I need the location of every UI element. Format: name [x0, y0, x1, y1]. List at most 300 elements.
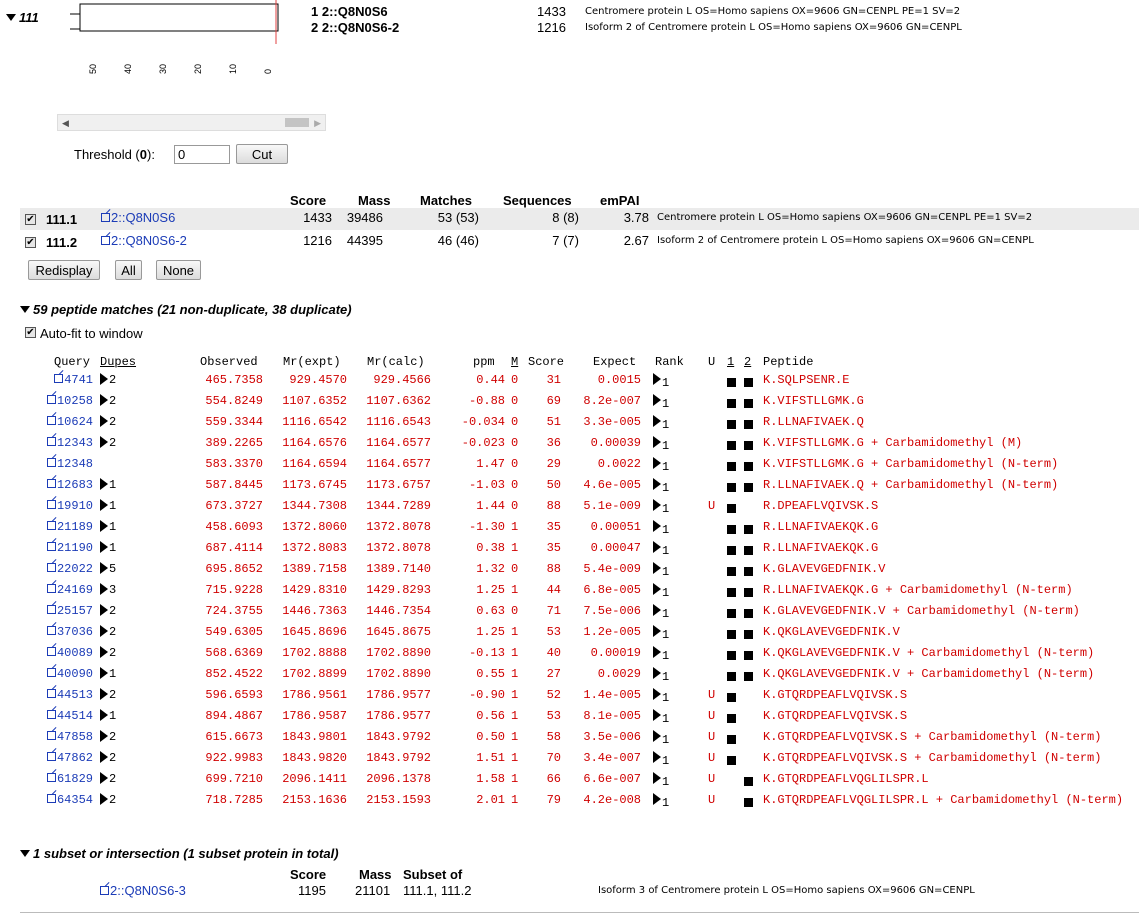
rank-toggle[interactable]: [653, 709, 670, 726]
query-link[interactable]: [30, 436, 93, 450]
expand-triangle-icon: [100, 772, 108, 784]
tree-tick-label: 40: [123, 63, 133, 74]
member-number: 2: [311, 20, 319, 35]
section-divider: [20, 912, 1139, 913]
dupes-toggle[interactable]: [100, 478, 116, 492]
rank-toggle[interactable]: [653, 478, 670, 495]
rank-toggle[interactable]: [653, 520, 670, 537]
ppm-value: 1.25: [476, 583, 505, 597]
mr-expt-value: 1372.8083: [282, 541, 347, 555]
rank-value: 1: [662, 397, 670, 411]
ppm-value: -0.034: [461, 415, 505, 429]
ion-score: 35: [546, 541, 561, 555]
ppm-value: -1.03: [468, 478, 505, 492]
hit-accession-link[interactable]: [101, 210, 175, 225]
hit-empai: 2.67: [623, 233, 649, 248]
query-link[interactable]: [30, 520, 93, 534]
mr-calc-value: 1843.9792: [366, 751, 431, 765]
rank-toggle[interactable]: [653, 793, 670, 810]
cut-button[interactable]: Cut: [236, 144, 288, 164]
expand-triangle-icon: [653, 604, 661, 616]
query-number: 10624: [56, 415, 93, 429]
query-link[interactable]: [30, 646, 93, 660]
dupes-toggle[interactable]: [100, 583, 116, 597]
mr-expt-value: 1164.6594: [282, 457, 347, 471]
rank-value: 1: [662, 418, 670, 432]
dupes-toggle[interactable]: [100, 499, 116, 513]
rank-toggle[interactable]: [653, 436, 670, 453]
rank-value: 1: [662, 628, 670, 642]
collapse-triangle-icon: [20, 850, 30, 857]
rank-value: 1: [662, 460, 670, 474]
cluster-toggle[interactable]: [6, 10, 39, 25]
external-link-icon: [47, 500, 56, 509]
rank-value: 1: [662, 733, 670, 747]
mr-expt-value: 1344.7308: [282, 499, 347, 513]
peptide-sequence[interactable]: K.GLAVEVGEDFNIK.V + Carbamidomethyl (N-term): [763, 604, 1080, 618]
member-score: 1433: [537, 4, 566, 19]
ppm-value: 1.58: [476, 772, 505, 786]
hit-1-match-marker: [727, 378, 736, 387]
peptide-sequence[interactable]: K.GTQRDPEAFLVQGLILSPR.L + Carbamidomethyl (N-term): [763, 793, 1124, 807]
query-link[interactable]: [30, 394, 93, 408]
peptide-row: [0, 604, 1139, 624]
member-accession: 2::Q8N0S6: [321, 4, 388, 19]
query-number: 61829: [56, 772, 93, 786]
collapse-triangle-icon: [6, 14, 16, 21]
rank-value: 1: [662, 376, 670, 390]
expand-triangle-icon: [653, 772, 661, 784]
dupes-toggle[interactable]: [100, 604, 116, 618]
rank-toggle[interactable]: [653, 541, 670, 558]
dupes-toggle[interactable]: [100, 793, 116, 807]
mr-expt-value: 1173.6745: [282, 478, 347, 492]
mr-calc-value: 1645.8675: [366, 625, 431, 639]
peptide-sequence[interactable]: K.GTQRDPEAFLVQIVSK.S + Carbamidomethyl (N-term): [763, 730, 1102, 744]
hit-1-match-marker: [727, 420, 736, 429]
col-header-sequences: Sequences: [503, 193, 572, 208]
peptide-sequence[interactable]: K.GTQRDPEAFLVQGLILSPR.L: [763, 772, 929, 786]
col-header-mr-expt: Mr(expt): [283, 355, 341, 369]
expect-value: 6.8e-005: [583, 583, 641, 597]
missed-cleavages: 1: [511, 793, 519, 807]
hit-accession-link[interactable]: [101, 233, 187, 248]
expect-value: 1.4e-005: [583, 688, 641, 702]
rank-toggle[interactable]: [653, 457, 670, 474]
rank-toggle[interactable]: [653, 373, 670, 390]
query-link[interactable]: [30, 667, 93, 681]
hit-1-match-marker: [727, 693, 736, 702]
expect-value: 8.2e-007: [583, 394, 641, 408]
hit-2-match-marker: [744, 525, 753, 534]
mr-calc-value: 1372.8078: [366, 520, 431, 534]
hit-accession: 2::Q8N0S6-2: [111, 233, 187, 248]
dupes-toggle[interactable]: [100, 541, 116, 555]
observed-value: 554.8249: [205, 394, 263, 408]
missed-cleavages: 0: [511, 415, 519, 429]
peptide-sequence[interactable]: R.DPEAFLVQIVSK.S: [763, 499, 879, 513]
expand-triangle-icon: [100, 646, 108, 658]
observed-value: 894.4867: [205, 709, 263, 723]
query-number: 21189: [56, 520, 93, 534]
observed-value: 568.6369: [205, 646, 263, 660]
hit-1-match-marker: [727, 483, 736, 492]
peptide-sequence[interactable]: K.VIFSTLLGMK.G + Carbamidomethyl (N-term): [763, 457, 1059, 471]
expand-triangle-icon: [100, 499, 108, 511]
peptide-sequence[interactable]: R.LLNAFIVAEK.Q: [763, 415, 864, 429]
peptide-sequence[interactable]: R.LLNAFIVAEKQK.G: [763, 520, 879, 534]
none-button[interactable]: None: [156, 260, 201, 280]
peptide-sequence[interactable]: R.LLNAFIVAEK.Q + Carbamidomethyl (N-term): [763, 478, 1059, 492]
dupes-toggle[interactable]: [100, 520, 116, 534]
rank-toggle[interactable]: [653, 394, 670, 411]
external-link-icon: [47, 458, 56, 467]
col-header-score: Score: [528, 355, 565, 369]
col-header-score: Score: [290, 193, 327, 208]
external-link-icon: [47, 794, 56, 803]
expect-value: 0.00039: [590, 436, 641, 450]
member-score: 1216: [537, 20, 566, 35]
expand-triangle-icon: [653, 709, 661, 721]
query-link[interactable]: [30, 793, 93, 807]
rank-value: 1: [662, 670, 670, 684]
dupes-toggle[interactable]: [100, 688, 116, 702]
tree-tick-label: 0: [263, 68, 273, 74]
expand-triangle-icon: [100, 751, 108, 763]
cluster-member-2: [311, 20, 399, 35]
query-number: 19910: [56, 499, 93, 513]
peptide-sequence[interactable]: K.VIFSTLLGMK.G: [763, 394, 864, 408]
scroll-left-arrow-icon[interactable]: ◀: [62, 118, 69, 128]
all-button[interactable]: All: [115, 260, 142, 280]
hit-1-match-marker: [727, 735, 736, 744]
query-link[interactable]: [30, 541, 93, 555]
autofit-label: Auto-fit to window: [40, 326, 143, 341]
expand-triangle-icon: [653, 541, 661, 553]
dupes-toggle[interactable]: [100, 373, 116, 387]
missed-cleavages: 0: [511, 562, 519, 576]
expand-triangle-icon: [653, 625, 661, 637]
tree-tick-label: 20: [193, 63, 203, 74]
peptide-sequence[interactable]: K.GTQRDPEAFLVQIVSK.S: [763, 688, 908, 702]
hit-2-match-marker: [744, 378, 753, 387]
observed-value: 587.8445: [205, 478, 263, 492]
hit-mass: 44395: [346, 233, 383, 248]
mr-calc-value: 1164.6577: [366, 436, 431, 450]
observed-value: 699.7210: [205, 772, 263, 786]
rank-toggle[interactable]: [653, 562, 670, 579]
expect-value: 1.2e-005: [583, 625, 641, 639]
ion-score: 70: [546, 751, 561, 765]
ppm-value: 1.47: [476, 457, 505, 471]
hit-1-match-marker: [727, 546, 736, 555]
peptide-row: [0, 541, 1139, 561]
mr-calc-value: 1107.6362: [366, 394, 431, 408]
col-header-hit-2[interactable]: 2: [744, 355, 752, 369]
hit-matches: 46 (46): [437, 233, 479, 248]
expand-triangle-icon: [100, 541, 108, 553]
expect-value: 0.00051: [590, 520, 641, 534]
col-header-ppm: ppm: [473, 355, 495, 369]
rank-value: 1: [662, 607, 670, 621]
subset-section-toggle[interactable]: [20, 846, 339, 861]
col-header-hit-1[interactable]: 1: [727, 355, 735, 369]
hit-2-match-marker: [744, 420, 753, 429]
subset-accession: 2::Q8N0S6-3: [110, 883, 186, 898]
col-header-rank: Rank: [655, 355, 684, 369]
query-link[interactable]: [30, 709, 93, 723]
rank-toggle[interactable]: [653, 772, 670, 789]
dupes-count: 1: [109, 667, 117, 681]
hit-1-match-marker: [727, 714, 736, 723]
expect-value: 0.0015: [597, 373, 641, 387]
query-link[interactable]: [30, 730, 93, 744]
peptide-row: [0, 709, 1139, 729]
ppm-value: 1.25: [476, 625, 505, 639]
peptide-sequence[interactable]: K.VIFSTLLGMK.G + Carbamidomethyl (M): [763, 436, 1023, 450]
expand-triangle-icon: [653, 667, 661, 679]
missed-cleavages: 1: [511, 625, 519, 639]
external-link-icon: [47, 479, 56, 488]
query-link[interactable]: [30, 415, 93, 429]
dupes-count: 2: [109, 373, 117, 387]
redisplay-button[interactable]: Redisplay: [28, 260, 100, 280]
tree-scrollbar[interactable]: [57, 114, 326, 131]
query-link[interactable]: [30, 499, 93, 513]
query-number: 12343: [56, 436, 93, 450]
expand-triangle-icon: [100, 667, 108, 679]
hit-2-match-marker: [744, 777, 753, 786]
expand-triangle-icon: [100, 583, 108, 595]
expand-triangle-icon: [653, 394, 661, 406]
hit-sequences: 7 (7): [552, 233, 579, 248]
ion-score: 53: [546, 625, 561, 639]
query-link[interactable]: [30, 625, 93, 639]
peptide-sequence[interactable]: R.LLNAFIVAEKQK.G: [763, 541, 879, 555]
rank-toggle[interactable]: [653, 604, 670, 621]
col-header-dupes[interactable]: Dupes: [100, 355, 137, 369]
query-link[interactable]: [30, 562, 93, 576]
ion-score: 40: [546, 646, 561, 660]
subset-description: Isoform 3 of Centromere protein L OS=Homo sapiens OX=9606 GN=CENPL: [598, 885, 975, 896]
dupes-toggle[interactable]: [100, 709, 116, 723]
hit-1-match-marker: [727, 462, 736, 471]
query-number: 40089: [56, 646, 93, 660]
peptide-section-toggle[interactable]: [20, 302, 352, 317]
query-link[interactable]: [30, 604, 93, 618]
mr-calc-value: 1116.6543: [366, 415, 431, 429]
expect-value: 8.1e-005: [583, 709, 641, 723]
observed-value: 922.9983: [205, 751, 263, 765]
query-link[interactable]: [30, 688, 93, 702]
hit-checkbox[interactable]: ✔: [26, 237, 35, 248]
hit-sequences: 8 (8): [552, 210, 579, 225]
dupes-toggle[interactable]: [100, 730, 116, 744]
rank-toggle[interactable]: [653, 646, 670, 663]
external-link-icon: [47, 563, 56, 572]
missed-cleavages: 1: [511, 520, 519, 534]
hit-2-match-marker: [744, 630, 753, 639]
mr-expt-value: 1702.8899: [282, 667, 347, 681]
expand-triangle-icon: [100, 520, 108, 532]
peptide-row: [0, 688, 1139, 708]
rank-toggle[interactable]: [653, 688, 670, 705]
query-number: 25157: [56, 604, 93, 618]
expect-value: 0.0029: [597, 667, 641, 681]
ppm-value: 1.44: [476, 499, 505, 513]
query-number: 22022: [56, 562, 93, 576]
observed-value: 695.8652: [205, 562, 263, 576]
missed-cleavages: 1: [511, 541, 519, 555]
mr-expt-value: 2153.1636: [282, 793, 347, 807]
ppm-value: 0.55: [476, 667, 505, 681]
query-link[interactable]: [30, 478, 93, 492]
rank-toggle[interactable]: [653, 415, 670, 432]
dupes-toggle[interactable]: [100, 415, 116, 429]
peptide-sequence[interactable]: K.SQLPSENR.E: [763, 373, 850, 387]
query-number: 47858: [56, 730, 93, 744]
query-link[interactable]: [30, 457, 93, 471]
rank-value: 1: [662, 712, 670, 726]
query-number: 44513: [56, 688, 93, 702]
peptide-sequence[interactable]: K.QKGLAVEVGEDFNIK.V: [763, 625, 900, 639]
dupes-toggle[interactable]: [100, 667, 116, 681]
peptide-row: [0, 436, 1139, 456]
external-link-icon: [47, 647, 56, 656]
query-link[interactable]: [30, 772, 93, 786]
ppm-value: -0.88: [468, 394, 505, 408]
dupes-count: 3: [109, 583, 117, 597]
external-link-icon: [47, 437, 56, 446]
missed-cleavages: 1: [511, 751, 519, 765]
unique-flag: U: [708, 709, 716, 723]
missed-cleavages: 1: [511, 646, 519, 660]
observed-value: 389.2265: [205, 436, 263, 450]
hit-matches: 53 (53): [437, 210, 479, 225]
expect-value: 5.4e-009: [583, 562, 641, 576]
peptide-sequence[interactable]: K.QKGLAVEVGEDFNIK.V + Carbamidomethyl (N-term): [763, 667, 1095, 681]
mr-calc-value: 1389.7140: [366, 562, 431, 576]
mr-calc-value: 2153.1593: [366, 793, 431, 807]
hit-score: 1433: [303, 210, 332, 225]
missed-cleavages: 1: [511, 667, 519, 681]
external-link-icon: [47, 395, 56, 404]
observed-value: 596.6593: [205, 688, 263, 702]
threshold-input[interactable]: [174, 145, 230, 164]
expand-triangle-icon: [653, 415, 661, 427]
expand-triangle-icon: [100, 604, 108, 616]
ppm-value: -0.023: [461, 436, 505, 450]
col-header-peptide: Peptide: [763, 355, 814, 369]
query-number: 10258: [56, 394, 93, 408]
missed-cleavages: 1: [511, 772, 519, 786]
tree-axis-ticks: [80, 62, 280, 82]
ppm-value: 0.38: [476, 541, 505, 555]
hit-1-match-marker: [727, 525, 736, 534]
rank-value: 1: [662, 691, 670, 705]
peptide-header-row: [0, 355, 1139, 371]
dupes-toggle[interactable]: [100, 394, 116, 408]
subset-protein-link[interactable]: [100, 883, 186, 898]
peptide-row: [0, 772, 1139, 792]
threshold-label: Threshold (0):: [74, 147, 155, 162]
hit-2-match-marker: [744, 546, 753, 555]
mr-expt-value: 1786.9561: [282, 688, 347, 702]
dupes-toggle[interactable]: [100, 751, 116, 765]
query-link[interactable]: [30, 373, 93, 387]
external-link-icon: [47, 710, 56, 719]
query-link[interactable]: [30, 751, 93, 765]
ion-score: 53: [546, 709, 561, 723]
dupes-toggle[interactable]: [100, 625, 116, 639]
observed-value: 458.6093: [205, 520, 263, 534]
expand-triangle-icon: [100, 436, 108, 448]
mr-expt-value: 1164.6576: [282, 436, 347, 450]
expect-value: 0.0022: [597, 457, 641, 471]
rank-toggle[interactable]: [653, 667, 670, 684]
external-link-icon: [47, 416, 56, 425]
dupes-toggle[interactable]: [100, 646, 116, 660]
observed-value: 583.3370: [205, 457, 263, 471]
hit-2-match-marker: [744, 609, 753, 618]
rank-toggle[interactable]: [653, 625, 670, 642]
dupes-toggle[interactable]: [100, 436, 116, 450]
dupes-count: 2: [109, 688, 117, 702]
query-number: 40090: [56, 667, 93, 681]
dupes-toggle[interactable]: [100, 562, 116, 576]
dupes-count: 2: [109, 604, 117, 618]
dupes-count: 1: [109, 478, 117, 492]
subset-col-header-mass: Mass: [359, 867, 392, 882]
rank-toggle[interactable]: [653, 730, 670, 747]
peptide-sequence[interactable]: K.QKGLAVEVGEDFNIK.V + Carbamidomethyl (N-term): [763, 646, 1095, 660]
peptide-sequence[interactable]: K.GLAVEVGEDFNIK.V: [763, 562, 886, 576]
query-number: 37036: [56, 625, 93, 639]
subset-col-header-score: Score: [290, 867, 327, 882]
hit-mass: 39486: [346, 210, 383, 225]
scroll-right-arrow-icon[interactable]: ▶: [314, 118, 321, 128]
peptide-sequence[interactable]: K.GTQRDPEAFLVQIVSK.S: [763, 709, 908, 723]
query-link[interactable]: [30, 583, 93, 597]
rank-toggle[interactable]: [653, 751, 670, 768]
rank-value: 1: [662, 754, 670, 768]
autofit-checkbox[interactable]: ✔: [26, 327, 35, 338]
dupes-count: 2: [109, 394, 117, 408]
missed-cleavages: 0: [511, 394, 519, 408]
rank-toggle[interactable]: [653, 499, 670, 516]
scrollbar-thumb[interactable]: [285, 118, 309, 127]
rank-toggle[interactable]: [653, 583, 670, 600]
external-link-icon: [47, 584, 56, 593]
col-header-query: Query: [54, 355, 91, 369]
mr-calc-value: 929.4566: [373, 373, 431, 387]
expand-triangle-icon: [100, 415, 108, 427]
expand-triangle-icon: [653, 688, 661, 700]
external-link-icon: [101, 236, 110, 245]
hit-1-match-marker: [727, 672, 736, 681]
hit-2-match-marker: [744, 483, 753, 492]
ion-score: 27: [546, 667, 561, 681]
peptide-sequence[interactable]: K.GTQRDPEAFLVQIVSK.S + Carbamidomethyl (N-term): [763, 751, 1102, 765]
ppm-value: 0.50: [476, 730, 505, 744]
member-accession: 2::Q8N0S6-2: [321, 20, 400, 35]
peptide-sequence[interactable]: R.LLNAFIVAEKQK.G + Carbamidomethyl (N-term): [763, 583, 1073, 597]
hit-row: [0, 233, 1139, 253]
ppm-value: 0.44: [476, 373, 505, 387]
mr-expt-value: 1645.8696: [282, 625, 347, 639]
hit-checkbox[interactable]: ✔: [26, 214, 35, 225]
dupes-toggle[interactable]: [100, 772, 116, 786]
